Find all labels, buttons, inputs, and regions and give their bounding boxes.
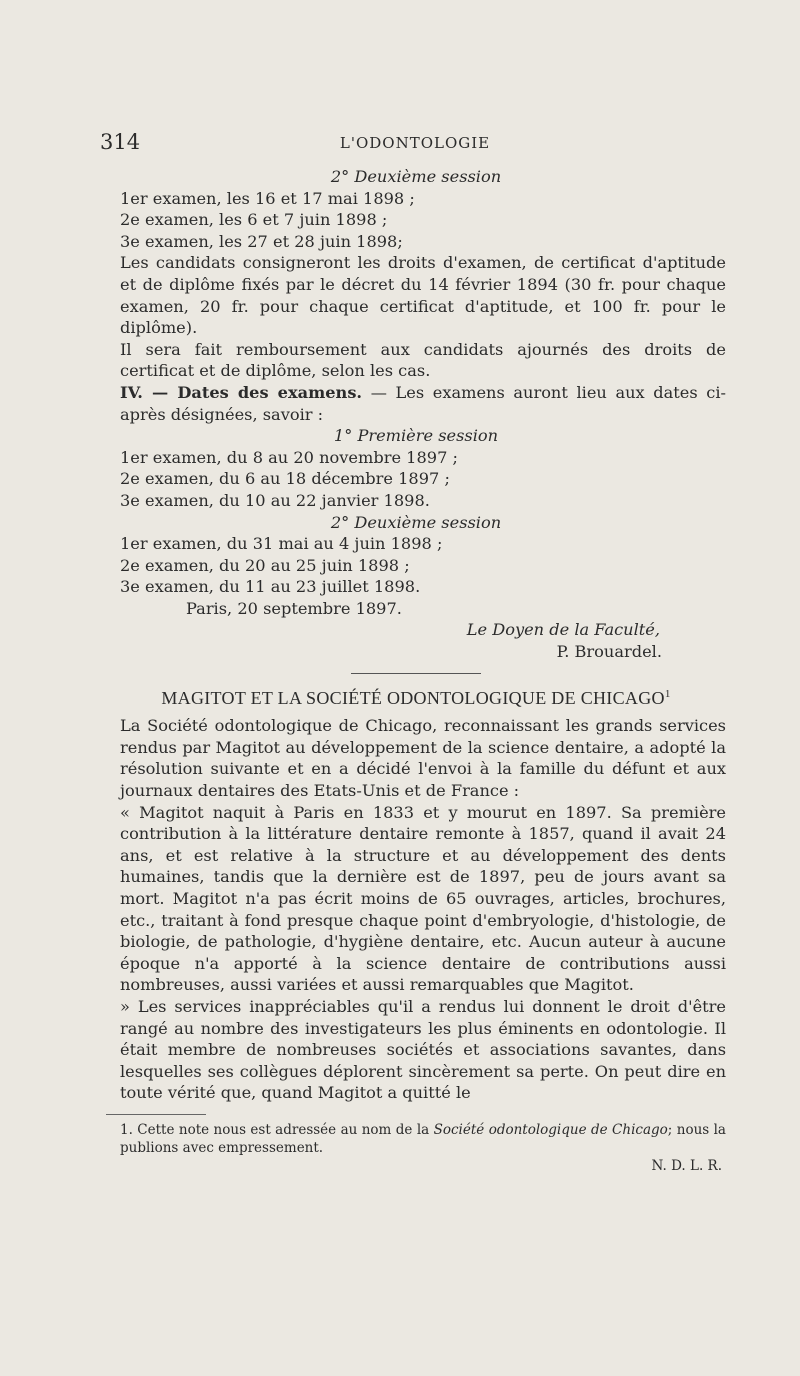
- exam-item: 3e examen, du 10 au 22 janvier 1898.: [120, 490, 430, 510]
- article-paragraph: « Magitot naquit à Paris en 1833 et y mourut en 1897. Sa première contribution à la littérature dentaire remonte à 1857, quand il avait 24 ans, et est relative à la structure et au développement des dents humaines, tandis que la dernière est de 1897, peu de jours avant sa mort. Magitot n'a pas écrit moins de 65 ouvrages, articles, brochures, etc., traitant à fond presque chaque point d'embryologie, d'histologie, de biologie, de pathologie, d'hygiène dentaire, etc. Aucun auteur à aucune époque n'a apporté à la science dentaire de contributions aussi nombreuses, aussi variées et aussi remarquables que Magitot.: [120, 802, 726, 995]
- footnote: [106, 1121, 726, 1175]
- signatory-name: P. Brouardel.: [556, 642, 662, 662]
- running-title: L'ODONTOLOGIE: [339, 134, 491, 152]
- exam-item: 3e examen, les 27 et 28 juin 1898;: [120, 231, 403, 251]
- section-text: — Les examens auront lieu aux dates ci-après désignées, savoir :: [120, 382, 727, 424]
- exam-item: 1er examen, du 8 au 20 novembre 1897 ;: [120, 447, 458, 467]
- page-number: 314: [100, 130, 141, 154]
- exam-item: 2e examen, les 6 et 7 juin 1898 ;: [120, 210, 388, 230]
- page-header: [100, 130, 730, 160]
- session-heading: 1° Première session: [333, 426, 499, 446]
- footnote-text: 1. Cette note nous est adressée au nom de la Société odontologique de Chicago; nous la publions avec empressement.: [120, 1121, 726, 1156]
- signatory-title: Le Doyen de la Faculté,: [466, 620, 660, 640]
- article-paragraph: » Les services inappréciables qu'il a rendus lui donnent le droit d'être rangé au nombre des investigateurs les plus éminents en odontologie. Il était membre de nombreuses sociétés et associations savantes, dans lesquelles ses collègues déplorent sincèrement sa perte. On peut dire en toute vérité que, quand Magitot a quitté le: [120, 996, 726, 1103]
- section-lead: IV. — Dates des examens.: [120, 382, 363, 402]
- session-heading: 2° Deuxième session: [330, 167, 502, 186]
- page-body: [106, 166, 726, 1175]
- exam-item: 2e examen, du 20 au 25 juin 1898 ;: [120, 555, 410, 575]
- footnote-signature: N. D. L. R.: [651, 1157, 722, 1174]
- footnote-marker: 1: [664, 687, 671, 700]
- refund-paragraph: Il sera fait remboursement aux candidats ajournés des droits de certificat et de diplôme, selon les cas.: [120, 339, 726, 381]
- exam-dates-paragraph: [106, 382, 726, 425]
- place-date: Paris, 20 septembre 1897.: [186, 598, 402, 618]
- article-paragraph: La Société odontologique de Chicago, reconnaissant les grands services rendus par Magitot au développement de la science dentaire, a adopté la résolution suivante et en a décidé l'envoi à la famille du défunt et aux journaux dentaires des Etats-Unis et de France :: [120, 716, 726, 801]
- fees-paragraph: Les candidats consigneront les droits d'examen, de certificat d'aptitude et de diplôme fixés par le décret du 14 février 1894 (30 fr. pour chaque examen, 20 fr. pour chaque certificat d'aptitude, et 100 fr. pour le diplôme).: [120, 253, 726, 338]
- footnote-divider: [106, 1114, 206, 1115]
- section-divider: [351, 673, 481, 674]
- article-title: MAGITOT ET LA SOCIÉTÉ ODONTOLOGIQUE DE CHICAGO$^1$: [161, 687, 671, 708]
- exam-item: 3e examen, du 11 au 23 juillet 1898.: [120, 577, 421, 597]
- exam-item: 1er examen, du 31 mai au 4 juin 1898 ;: [120, 534, 443, 554]
- exam-item: 1er examen, les 16 et 17 mai 1898 ;: [120, 188, 415, 208]
- session-heading: 2° Deuxième session: [330, 512, 502, 532]
- exam-item: 2e examen, du 6 au 18 décembre 1897 ;: [120, 469, 450, 489]
